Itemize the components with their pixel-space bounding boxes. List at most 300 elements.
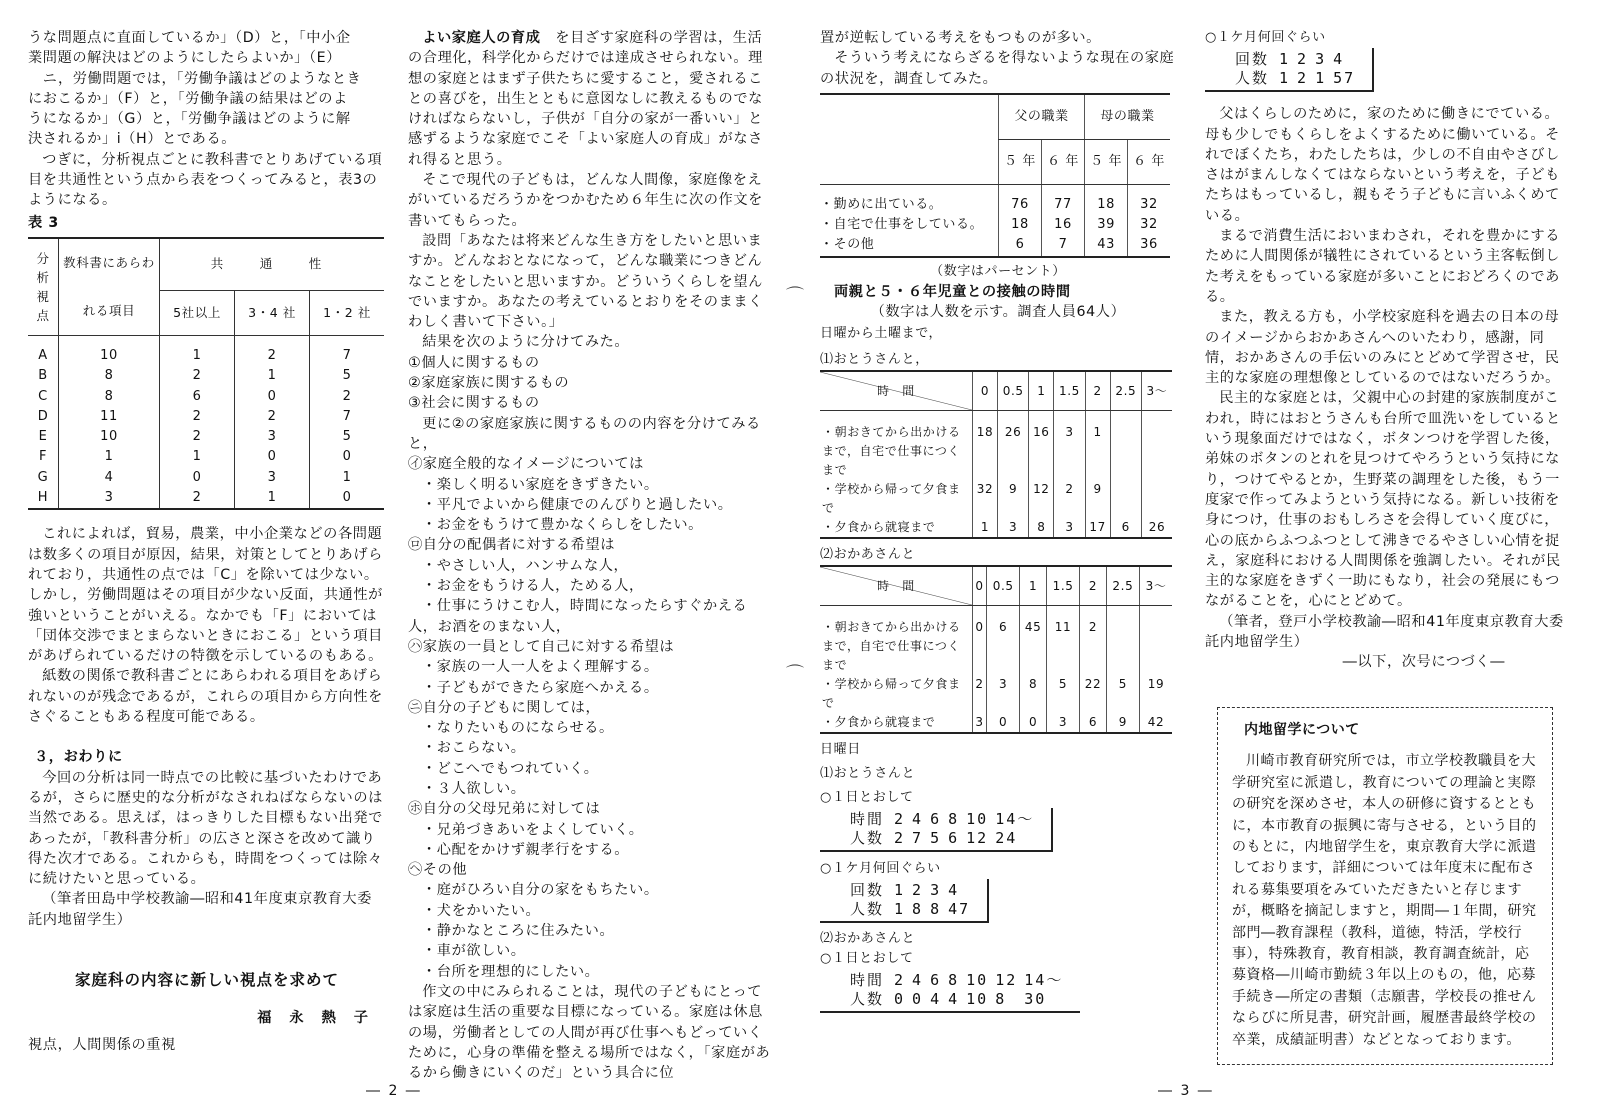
row-label: ・その他 — [820, 237, 875, 253]
table-cell: 32 — [1128, 184, 1170, 215]
table-cell: 11 — [1046, 606, 1079, 676]
table-cell: 9 — [998, 480, 1029, 518]
label: 日曜から土曜まで， — [820, 326, 943, 342]
table-row — [850, 810, 1041, 829]
table-cell: 16 — [1042, 215, 1085, 235]
table-row — [28, 407, 384, 427]
table-cell: 6 — [160, 387, 235, 407]
row-label: C — [38, 388, 48, 404]
table-cell: 1 — [1315, 69, 1327, 87]
table-row — [28, 387, 384, 407]
row-label: ・朝おきてから出かけるまで，自宅で仕事につくまで — [822, 425, 961, 478]
row-header: 人数 — [850, 989, 885, 1008]
table-cell: 10 — [966, 970, 989, 989]
table-cell: 1 — [1085, 411, 1110, 481]
time-col: 0.5 — [987, 566, 1020, 606]
group-list — [408, 454, 776, 982]
table-cell: 4 — [948, 880, 960, 899]
table-cell: 0 — [235, 447, 310, 467]
table-cell: 2 — [1054, 480, 1085, 518]
father-job-header: 父の職業 — [999, 94, 1085, 140]
table-cell: 1 — [160, 447, 235, 467]
table-cell: 1 — [973, 518, 998, 538]
table-cell: 9 — [1085, 480, 1110, 518]
table-row — [820, 518, 1172, 538]
table-cell: 2 — [160, 407, 235, 427]
table-cell: 0 — [310, 447, 384, 467]
list-item: ・心配をかけず親孝行をする。 — [422, 841, 630, 858]
table-cell: 3 — [1054, 411, 1085, 481]
table-cell: 4 — [912, 810, 924, 829]
table-cell: 8 — [59, 387, 160, 407]
box-title: 内地留学について — [1244, 722, 1360, 738]
table-cell: 8 — [948, 970, 960, 989]
intro-lines — [28, 28, 386, 150]
table-row — [28, 427, 384, 447]
table-cell — [1140, 606, 1173, 676]
column-3 — [820, 28, 1176, 1019]
paragraph: 作文の中にみられることは，現代の子どもにとっては家庭は生活の重要な目標になっている。家庭は休息の場，労働者としての人間が再び仕事へもどっていくために，心身の準備を整える場所ではなく，「家庭があるから働きにいくのだ」という具合に位 — [408, 983, 771, 1082]
table-cell: 7 — [310, 407, 384, 427]
article-title: 家庭科の内容に新しい視点を求めて — [74, 970, 339, 989]
table-cell: 4 — [59, 468, 160, 488]
table-row — [820, 411, 1172, 481]
table-cell: 2 — [235, 407, 310, 427]
table-cell: 2 — [894, 829, 906, 848]
table-cell: 1 — [59, 447, 160, 467]
table-cell: 7 — [310, 335, 384, 366]
group-title: ㋩家族の一員として自己に対する希望は — [408, 638, 675, 655]
paragraph: 置が逆転している考えをもつものが多い。 — [820, 30, 1101, 46]
table-cell: 6 — [930, 970, 942, 989]
row-label: ・朝おきてから出かけるまで，自宅で仕事につくまで — [822, 620, 961, 673]
table-cell — [1106, 606, 1139, 676]
table-cell: 1 — [1279, 69, 1291, 87]
text-line: 業問題の解決はどのようにしたらよいか」（E） — [28, 50, 342, 67]
table-cell: 30 — [1024, 989, 1047, 1008]
table-cell: 6 — [930, 810, 942, 829]
table-cell: 1 — [160, 335, 235, 366]
list-item: ・庭がひろい自分の家をもちたい。 — [422, 882, 659, 899]
section-heading: ３，おわりに — [34, 749, 123, 766]
list-item: ・お金をもうける人，ためる人， — [422, 578, 644, 595]
list-item: ・台所を理想的にしたい。 — [422, 963, 600, 980]
table-cell: 0 — [235, 387, 310, 407]
time-col: 1 — [1029, 371, 1054, 411]
paragraph: 紙数の関係で教科書ごとにあらわれる項目をあげられないのが残念であるが，これらの項目から方向性をさぐることもある程度可能である。 — [28, 668, 383, 726]
table-cell: 1 — [1279, 50, 1291, 68]
group-title: ㋭自分の父母兄弟に対しては — [408, 801, 601, 818]
table-cell: 5 — [310, 366, 384, 386]
label: 日曜日 — [820, 742, 861, 758]
mother-job-header: 母の職業 — [1085, 94, 1170, 140]
row-header: 時間 — [850, 970, 885, 989]
label: ⑵おかあさんと — [820, 930, 916, 946]
row-label: ・勤めに出ている。 — [820, 196, 943, 212]
time-header: 時 間 — [820, 566, 973, 606]
table-cell: 2 — [973, 675, 987, 713]
table-cell: 6 — [948, 829, 960, 848]
table-cell: 3 — [930, 880, 942, 899]
col-sub-header: 5社以上 — [160, 290, 235, 335]
table-cell: 1 — [894, 899, 906, 918]
table-cell: 3 — [59, 488, 160, 509]
table-cell: 4 — [912, 970, 924, 989]
text-line: ニ，労働問題では，「労働争議はどのようなとき — [28, 70, 362, 87]
row-header: 人数 — [850, 899, 885, 918]
list-item: ・犬をかいたい。 — [422, 902, 541, 919]
table-cell: 45 — [1020, 606, 1047, 676]
paragraph: 今回の分析は同一時点での比較に基づいたわけであるが，さらに歴史的な分析がなされねばならないのは当然である。思えば，はっきりした目標もない出発であったが，「教科書分析」の広さと深さを改めて識り得た次才である。これからも，時間をつくっては除々に続けたいと思っている。 — [28, 769, 383, 888]
col-common: 共 通 性 — [160, 238, 385, 290]
table-cell: 4 — [930, 989, 942, 1008]
table-cell: 26 — [1141, 518, 1172, 538]
box-text: 川崎市教育研究所では，市立学校教職員を大学研究室に派遣し，教育についての理論と実際の研究を深めさせ，本人の研修に資するとともに，本市教育の振興に寄与させる，という目的のもとに，内地留学生を，東京教育大学に派遣しております，詳細については年度末に配布される募集要項をみていただきたいと存じますが，概略を摘記しますと，期間―１年間，研究部門―教育課程（教科，道徳，特活，学校行事），特殊教育，教育相談，教育調査統計，応募資格―川崎市勤続３年以上のもの，他，応募手続き―所定の書類（志願書，学校長の推せんならびに所見書，研究計画，履歴書最終学校の卒業，成績証明書）などとなっております。 — [1232, 753, 1537, 1048]
paragraph: 民主的な家庭とは，父親中心の封建的家族制度がこわれ，時にはおとうさんも台所で皿洗いをしているという現象面だけではなく，ボタンつけを学習した後，弟妹のボタンのとれを見つけてやろうという気持になり，つけてやるとか，生野菜の調理をした後，もう一度家で作ってみようという気持になる。新しい技術を身につけ，仕事のおもしろさを会得していく度びに，心の底からふつふつとして沸きでるやさしい心情を捉え，家庭科における人間関係を強調したい。それが民主的な家庭をきずく一助にもなり，社会の発展にもつながることを，心にとどめて。 — [1205, 390, 1561, 610]
group-title: ㋥自分の子どもに関しては， — [408, 699, 601, 716]
table-cell: 47 — [948, 899, 971, 918]
label: ○１ケ月何回ぐらい — [1205, 30, 1326, 45]
paragraph: これによれば，貿易，農業，中小企業などの各問題は数多くの項目が原因，結果，対策としてとりあげられており，共通性の点では「C」を除いては少ない。しかし，労働問題はその項目が少ない反面，共通性が強いということがいえる。なかでも「F」においては「団体交渉でまとまらないときにおこる」という項目があげられているだけの特徴を示しているのもある。 — [28, 526, 383, 665]
list-item: ・３人欲しい。 — [422, 780, 526, 797]
list-item: ・兄弟づきあいをよくしていく。 — [422, 821, 644, 838]
table-cell: 57 — [1333, 69, 1356, 87]
list-item: ・子どもができたら家庭へかえる。 — [422, 679, 659, 696]
table-cell: 17 — [1085, 518, 1110, 538]
contact-title: 両親と５・６年児童との接触の時間 — [834, 283, 1071, 300]
text-line: 決されるか」i（H）とである。 — [28, 131, 237, 148]
table-cell — [1110, 480, 1141, 518]
table-cell: 6 — [987, 606, 1020, 676]
list-item: ・静かなところに住みたい。 — [422, 923, 615, 940]
table-cell: 8 — [995, 989, 1007, 1008]
table-cell: 12 — [966, 829, 989, 848]
col-viewpoint: 分析視点 — [28, 238, 59, 336]
label: ⑴おとうさんと — [820, 766, 916, 782]
row-label: ・自宅で仕事をしている。 — [820, 217, 984, 233]
father-month-table — [820, 879, 989, 923]
table-cell: 2 — [1297, 69, 1309, 87]
row-header: 回数 — [1235, 50, 1270, 68]
table-cell: 0 — [912, 989, 924, 1008]
list-item: ・家族の一人一人をよく理解する。 — [422, 659, 659, 676]
row-label: G — [37, 469, 49, 485]
table-row — [820, 713, 1172, 733]
list-item: ・平凡でよいから健康でのんびりと過したい。 — [422, 496, 733, 513]
time-col: 2.5 — [1110, 371, 1141, 411]
row-label: B — [38, 368, 48, 384]
time-col: 1.5 — [1046, 566, 1079, 606]
grade-header: ５ 年 — [999, 139, 1042, 184]
table-cell: 4 — [1333, 50, 1345, 68]
row-label: ・学校から帰って夕食まで — [822, 482, 961, 516]
table-cell: 8 — [59, 366, 160, 386]
row-header: 人数 — [1235, 69, 1270, 87]
table-row — [28, 468, 384, 488]
label: ○１日とおして — [820, 950, 914, 966]
father-contact-table — [820, 370, 1172, 539]
time-col: 2.5 — [1106, 566, 1139, 606]
table-cell: 10 — [59, 335, 160, 366]
list-item: ①個人に関するもの — [408, 354, 540, 371]
subheading: 視点，人間関係の重視 — [28, 1036, 176, 1053]
table-cell: 2 — [160, 427, 235, 447]
table-cell: 5 — [310, 427, 384, 447]
text-line: におこるか」（F）と，「労働争議の結果はどのよ — [28, 90, 348, 107]
table-row — [850, 881, 977, 900]
label: ⑴おとうさんと， — [820, 352, 929, 368]
table-row — [820, 235, 1170, 256]
table-cell: 5 — [1046, 675, 1079, 713]
column-1 — [28, 28, 386, 1055]
table-cell: 2 — [1080, 606, 1107, 676]
table-row — [850, 900, 977, 919]
paragraph: よい家庭人の育成 を目ざす家庭科の学習は，生活の合理化，科学化からだけでは達成させられない。理想の家庭とはまず子供たちに愛すること，愛されることの喜びを，出生とともに意図なしに教えるものでなければならないし，子供が「自分の家が一番いい」と感ずるような家庭でこそ「よい家庭人の育成」がなされ得ると思う。 — [408, 30, 763, 168]
table-cell: 2 — [160, 366, 235, 386]
table-cell: 12 — [995, 970, 1018, 989]
table-cell: 14～ — [1024, 970, 1064, 989]
table-cell: 8 — [1029, 518, 1054, 538]
row-label: D — [37, 408, 49, 424]
col-items: 教科書にあらわれる項目 — [59, 238, 160, 336]
table-note: （数字はパーセント） — [930, 263, 1066, 279]
paragraph: 設問「あなたは将来どんな生き方をしたいと思いますか。どんなおとなになって，どんな職業につきどんなことをしたいと思いますか。どういうくらしを望んでいますか。あなたの考えているとおりをそのままくわしく書いて下さい。」 — [408, 232, 763, 331]
table-cell: 3 — [1315, 50, 1327, 68]
text-line: うになるか」（G）と，「労働争議はどのように解 — [28, 111, 351, 128]
column-2 — [408, 28, 776, 1083]
table-cell: 3 — [973, 713, 987, 733]
table-cell: 10 — [966, 989, 989, 1008]
table-cell: 32 — [1128, 215, 1170, 235]
table-cell: 2 — [1297, 50, 1309, 68]
table-cell — [1141, 480, 1172, 518]
bold-lead: よい家庭人の育成 — [422, 30, 541, 46]
author-note: （筆者，登戸小学校教諭―昭和41年度東京教育大委託内地留学生） — [1205, 613, 1564, 651]
table-cell: 19 — [1140, 675, 1173, 713]
fold-mark: ⌒ — [786, 664, 804, 685]
table-cell: 1 — [310, 468, 384, 488]
time-col: 1 — [1020, 566, 1047, 606]
mother-contact-table — [820, 565, 1172, 734]
table3-title: 表 3 — [28, 214, 59, 231]
paragraph: 結果を次のように分けてみた。 — [422, 334, 630, 351]
table-cell: 5 — [930, 829, 942, 848]
time-col: 0.5 — [998, 371, 1029, 411]
info-box — [1217, 707, 1553, 1065]
table-row — [820, 184, 1170, 215]
table-cell: 2 — [912, 880, 924, 899]
paragraph: 更に②の家庭家族に関するものの内容を分けてみると， — [408, 415, 761, 452]
page-number: ― 2 ― — [366, 1083, 422, 1099]
table-cell: 3 — [235, 427, 310, 447]
table-row — [820, 215, 1170, 235]
table-cell: 2 — [894, 970, 906, 989]
list-item: ・どこへでもつれていく。 — [422, 760, 599, 777]
table-3 — [28, 237, 384, 510]
table-cell: 0 — [894, 989, 906, 1008]
table-cell: 8 — [912, 899, 924, 918]
grade-header: ５ 年 — [1085, 139, 1128, 184]
table-row — [850, 971, 1070, 990]
table-cell: 0 — [160, 468, 235, 488]
group-title: ㋺自分の配偶者に対する希望は — [408, 537, 616, 554]
paragraph: まるで消費生活においまわされ，それを豊かにするために人間関係が犠牲にされているという主客転倒した考えをもっている家庭が多いことにおどろくのである。 — [1205, 228, 1561, 305]
table-cell: 2 — [235, 335, 310, 366]
table-cell: 76 — [999, 184, 1042, 215]
table-cell: 8 — [1020, 675, 1047, 713]
label: ○１日とおして — [820, 790, 914, 806]
table-row — [820, 675, 1172, 713]
paragraph: 父はくらしのために，家のために働きにでている。母も少しでもくらしをよくするために働いている。それでぼくたち，わたしたちは，少しの不自由やさびしさはがまんしなくてはならないという考えを，子どもたちはもっているし，親もそう子どもに言いふくめている。 — [1205, 106, 1560, 224]
table-cell: 0 — [310, 488, 384, 509]
table-cell: 0 — [987, 713, 1020, 733]
paragraph: また，教える方も，小学校家庭科を過去の日本の母のイメージからおかあさんへのいたわり，感謝，同情，おかあさんの手伝いのみにとどめて学習させ，民主的な家庭の理想像としているのではないだろうか。 — [1205, 309, 1560, 387]
table-cell: 16 — [1029, 411, 1054, 481]
table-cell: 22 — [1080, 675, 1107, 713]
time-col: 3～ — [1141, 371, 1172, 411]
job-table — [820, 93, 1170, 258]
table-cell: 26 — [998, 411, 1029, 481]
list-item: 人，お酒をのまない人， — [408, 618, 571, 635]
list-item: ・やさしい人，ハンサムな人， — [422, 557, 629, 574]
mother-day-table — [820, 969, 1080, 1013]
table-cell: 7 — [912, 829, 924, 848]
row-header: 回数 — [850, 880, 885, 899]
list-item: ・お金をもうけて豊かなくらしをしたい。 — [422, 517, 703, 534]
table-cell: 18 — [973, 411, 998, 481]
label: ○１ケ月何回ぐらい — [820, 860, 941, 876]
table-cell: 0 — [973, 606, 987, 676]
table-cell: 3 — [987, 675, 1020, 713]
group-title: ㋑家庭全般的なイメージについては — [408, 456, 644, 473]
table-cell: 32 — [973, 480, 998, 518]
list-item: ③社会に関するもの — [408, 395, 540, 412]
paragraph: そういう考えにならざるを得ないような現在の家庭の状況を，調査してみた。 — [820, 50, 1175, 87]
table-row — [28, 447, 384, 467]
row-label: A — [38, 347, 48, 363]
table-cell: 0 — [1020, 713, 1047, 733]
table-cell: 43 — [1085, 235, 1128, 256]
table-cell — [1141, 411, 1172, 481]
table-cell — [1110, 411, 1141, 481]
table-cell: 3 — [235, 468, 310, 488]
table-row — [28, 488, 384, 509]
col-sub-header: 1・2 社 — [310, 290, 384, 335]
contact-subtitle: （数字は人数を示す。調査人員64人） — [870, 304, 1126, 321]
label: ⑵おかあさんと — [820, 547, 916, 563]
article-author: 福永熱子 — [257, 1010, 386, 1027]
row-label: ・学校から帰って夕食まで — [822, 677, 961, 711]
table-cell: 6 — [1080, 713, 1107, 733]
table-row — [820, 480, 1172, 518]
grade-header: ６ 年 — [1042, 139, 1085, 184]
row-header: 時間 — [850, 810, 885, 829]
table-cell: 10 — [59, 427, 160, 447]
time-col: 1.5 — [1054, 371, 1085, 411]
table-cell: 1 — [235, 488, 310, 509]
table-cell: 18 — [1085, 184, 1128, 215]
table-cell: 3 — [1054, 518, 1085, 538]
row-label: E — [38, 429, 48, 445]
mother-month-table — [1205, 48, 1374, 92]
table-row — [850, 990, 1070, 1009]
category-list — [408, 353, 776, 414]
list-item: ・車が欲しい。 — [422, 943, 526, 960]
list-item: ・楽しく明るい家庭をきずきたい。 — [422, 476, 659, 493]
table-cell: 42 — [1140, 713, 1173, 733]
row-label: F — [38, 449, 48, 465]
row-header: 人数 — [850, 829, 885, 848]
table-cell: 11 — [59, 407, 160, 427]
table-cell: 8 — [948, 810, 960, 829]
continued-note: ―以下，次号につづく― — [1342, 654, 1505, 671]
table-cell: 2 — [160, 488, 235, 509]
text-line: うな問題点に直面しているか」（D）と，「中小企 — [28, 30, 351, 46]
table-cell: 10 — [966, 810, 989, 829]
paragraph: つぎに，分析視点ごとに教科書でとりあげている項目を共通性という点から表をつくってみると，表3のようになる。 — [28, 151, 383, 209]
table-cell: 3 — [1046, 713, 1079, 733]
list-item: ・おこらない。 — [422, 740, 526, 757]
table-row — [1235, 50, 1362, 69]
author-note: （筆者田島中学校教諭―昭和41年度東京教育大委託内地留学生） — [28, 891, 372, 928]
time-header: 時 間 — [820, 371, 973, 411]
table-cell: 18 — [999, 215, 1042, 235]
row-label: H — [37, 490, 49, 506]
list-item: ②家庭家族に関するもの — [408, 375, 570, 392]
table-cell: 4 — [948, 989, 960, 1008]
table-cell: 2 — [894, 810, 906, 829]
table-cell: 2 — [310, 387, 384, 407]
col-sub-header: 3・4 社 — [235, 290, 310, 335]
table-cell: 24 — [995, 829, 1018, 848]
list-item: ・仕事にうけこむ人，時間になったらすぐかえる — [422, 598, 748, 615]
table-row — [28, 366, 384, 386]
column-4 — [1205, 28, 1565, 673]
table-cell: 3 — [998, 518, 1029, 538]
time-col: 2 — [1085, 371, 1110, 411]
table-cell: 6 — [1110, 518, 1141, 538]
table-cell: 1 — [235, 366, 310, 386]
row-label: ・夕食から就寝まで — [822, 715, 936, 730]
table-cell: 39 — [1085, 215, 1128, 235]
table-cell: 9 — [1106, 713, 1139, 733]
table-row — [820, 606, 1172, 676]
table-row — [850, 829, 1041, 848]
table-cell: 1 — [894, 880, 906, 899]
time-col: 0 — [973, 371, 998, 411]
table-cell: 7 — [1042, 235, 1085, 256]
list-item: ・なりたいものにならせる。 — [422, 720, 614, 737]
table-cell: 77 — [1042, 184, 1085, 215]
table-cell: 6 — [999, 235, 1042, 256]
page-number: ― 3 ― — [1158, 1083, 1214, 1099]
grade-header: ６ 年 — [1128, 139, 1170, 184]
table-row — [1235, 69, 1362, 88]
table-cell: 36 — [1128, 235, 1170, 256]
time-col: 3～ — [1140, 566, 1173, 606]
time-col: 0 — [973, 566, 987, 606]
table-row — [28, 335, 384, 366]
table-cell: 8 — [930, 899, 942, 918]
time-col: 2 — [1080, 566, 1107, 606]
table-cell: 14～ — [995, 810, 1035, 829]
group-title: ㋬その他 — [408, 862, 468, 879]
father-day-table — [820, 808, 1053, 852]
fold-mark: ⌒ — [786, 286, 804, 307]
table-cell: 12 — [1029, 480, 1054, 518]
row-label: ・夕食から就寝まで — [822, 520, 936, 535]
table-cell: 5 — [1106, 675, 1139, 713]
